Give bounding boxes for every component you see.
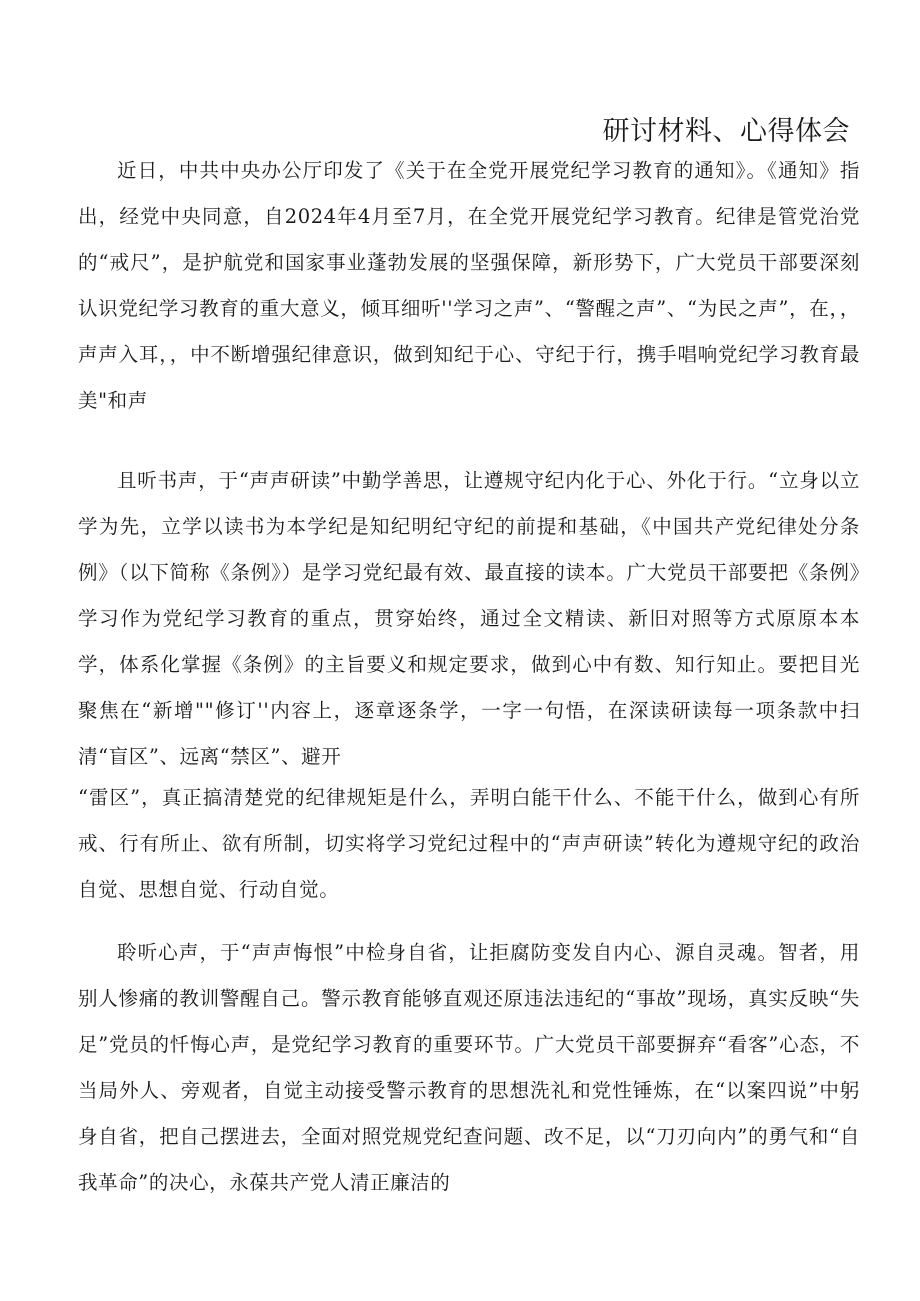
paragraph-1: 近日，中共中央办公厅印发了《关于在全党开展党纪学习教育的通知》。《通知》指出，经党中央同意，自2024年4月至7月，在全党开展党纪学习教育。纪律是管党治党的“戒尺”，是护航党和国家事业蓬勃发展的坚强保障，新形势下，广大党员干部要深刻认识党纪学习教育的重大意义，倾耳细听''学习之声”、“警醒之声”、“为民之声”，在，，声声入耳，，中不断增强纪律意识，做到知纪于心、守纪于行，携手唱响党纪学习教育最美"和声 (78, 159, 860, 412)
paragraph-2: 且听书声，于“声声研读”中勤学善思，让遵规守纪内化于心、外化于行。“立身以立学为先，立学以读书为本学纪是知纪明纪守纪的前提和基础，《中国共产党纪律处分条例》（以下简称《条例》）是学习党纪最有效、最直接的读本。广大党员干部要把《条例》学习作为党纪学习教育的重点，贯穿始终，通过全文精读、新旧对照等方式原原本本学，体系化掌握《条例》的主旨要义和规定要求，做到心中有数、知行知止。要把目光聚焦在“新增""修订''内容上，逐章逐条学，一字一句悟，在深读研读每一项条款中扫清“盲区”、远离“禁区”、避开 (78, 469, 860, 768)
paragraph-3: “雷区”，真正搞清楚党的纪律规矩是什么，弄明白能干什么、不能干什么，做到心有所戒、行有所止、欲有所制，切实将学习党纪过程中的“声声研读”转化为遵规守纪的政治自觉、思想自觉、行动自觉。 (78, 786, 860, 901)
paragraph-4: 聆听心声，于“声声悔恨”中检身自省，让拒腐防变发自内心、源自灵魂。智者，用别人惨痛的教训警醒自己。警示教育能够直观还原违法违纪的“事故”现场，真实反映“失足”党员的忏悔心声，是党纪学习教育的重要环节。广大党员干部要摒弃“看客”心态，不当局外人、旁观者，自觉主动接受警示教育的思想洗礼和党性锤炼，在“以案四说”中躬身自省，把自己摆进去，全面对照党规党纪查问题、改不足，以“刀刃向内”的勇气和“自我革命”的决心，永葆共产党人清正廉洁的 (78, 941, 860, 1194)
document-title: 研讨材料、心得体会 (602, 116, 850, 147)
